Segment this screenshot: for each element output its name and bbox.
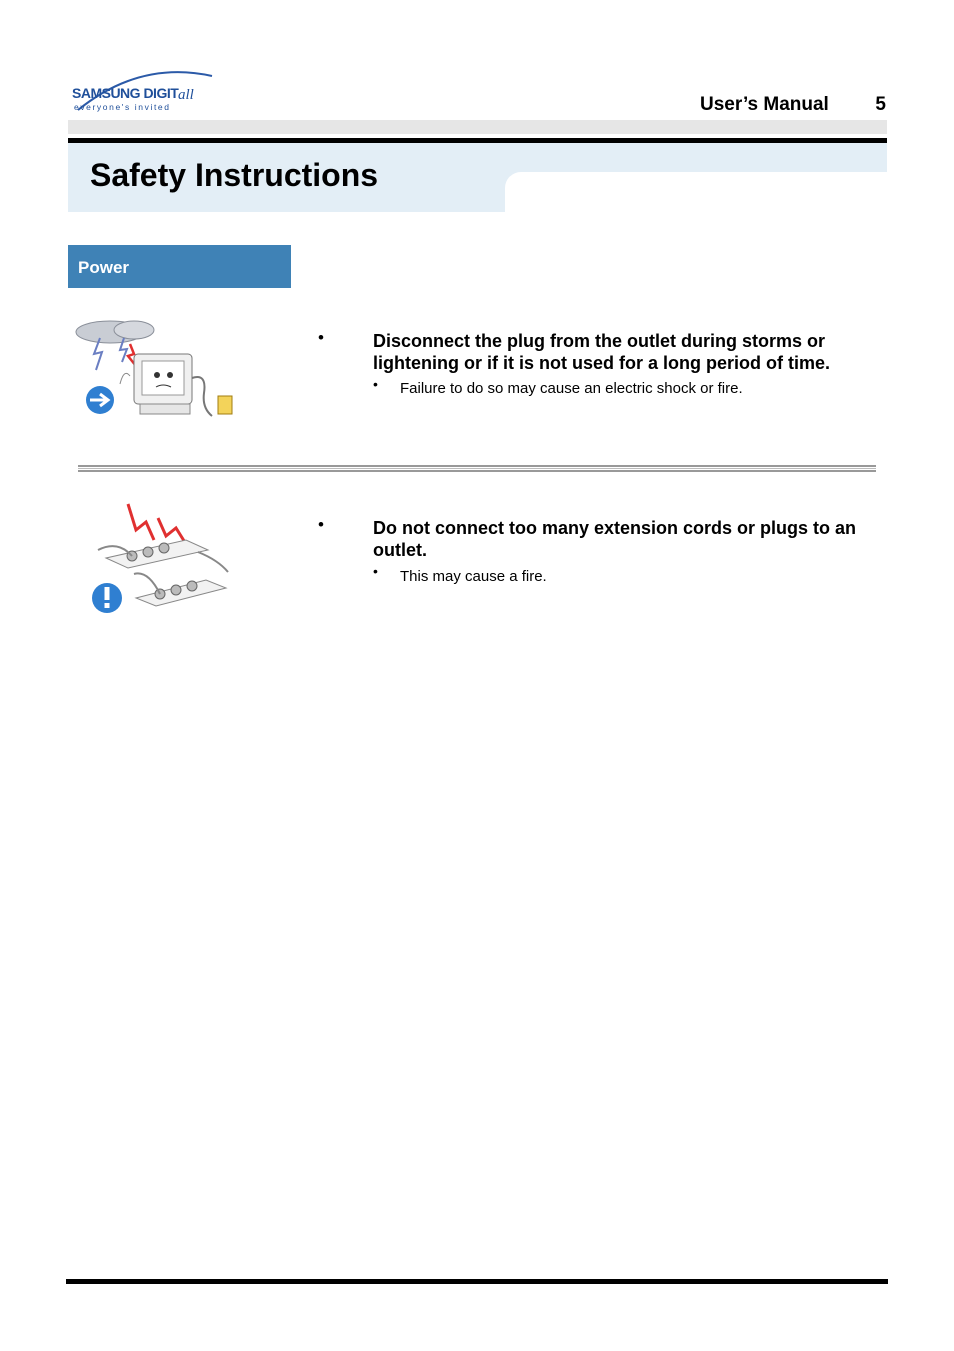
svg-text:all: all [178, 87, 194, 103]
manual-label: User’s Manual [700, 94, 829, 115]
bullet: • [318, 515, 324, 534]
page-title: Safety Instructions [90, 157, 379, 193]
bullet: • [373, 376, 378, 392]
item-main-text: Do not connect too many extension cords or plugs to an outlet. [373, 518, 857, 560]
svg-text:everyone's invited: everyone's invited [74, 102, 171, 112]
storm-unplug-illustration [72, 318, 244, 424]
page-number: 5 [875, 94, 886, 115]
item-sub-text: Failure to do so may cause an electric shock or fire. [400, 380, 743, 397]
footer-rule [66, 1279, 888, 1284]
section-label: Power [78, 258, 130, 277]
item-sub-text: This may cause a fire. [400, 568, 547, 585]
extension-cord-illustration [88, 500, 233, 616]
item-main-text: Disconnect the plug from the outlet during storms or lightening or if it is not used for a long period of time. [373, 331, 830, 373]
header-right [700, 94, 886, 118]
header-band [68, 120, 887, 134]
item-divider [78, 465, 876, 472]
bullet: • [318, 328, 324, 347]
samsung-digitall-logo [70, 70, 215, 114]
section-bar-power [68, 245, 291, 288]
bullet: • [373, 563, 378, 579]
svg-text:SAMSUNG DIGIT: SAMSUNG DIGIT [72, 85, 179, 101]
title-area [68, 143, 887, 212]
